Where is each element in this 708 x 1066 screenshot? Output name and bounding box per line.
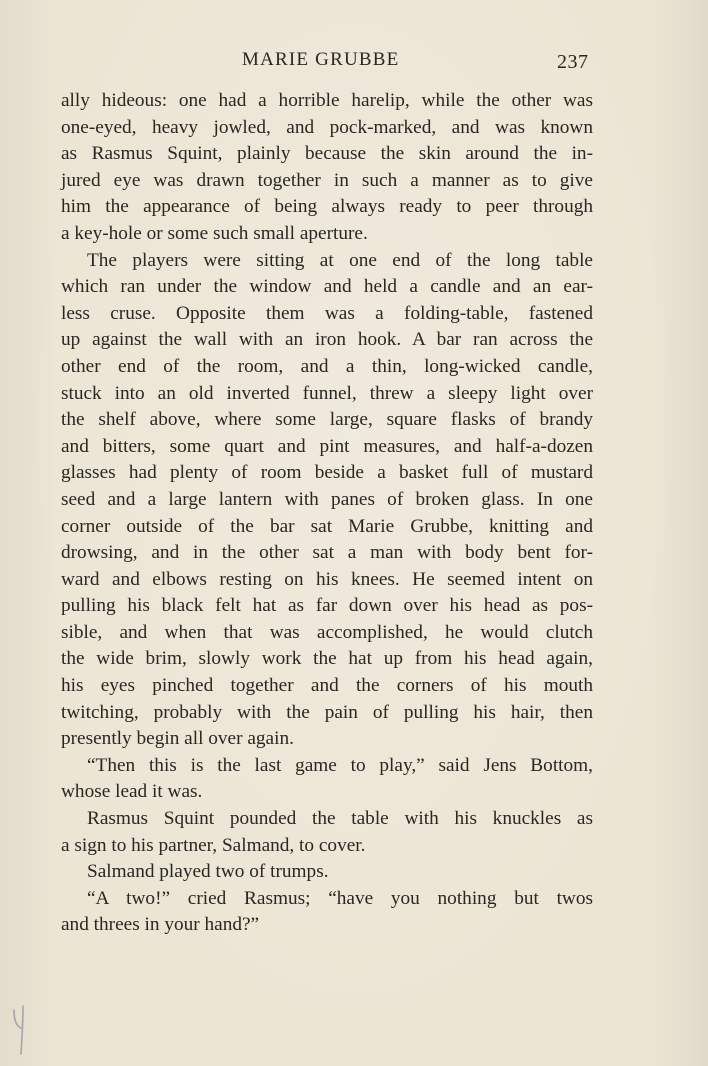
text-line: less cruse. Opposite them was a folding-table, fastened bbox=[61, 302, 593, 324]
text-line: him the appearance of being always ready to peer through bbox=[61, 196, 593, 218]
text-line: Salmand played two of trumps. bbox=[87, 861, 329, 883]
running-title: MARIE GRUBBE bbox=[242, 49, 400, 70]
text-line: corner outside of the bar sat Marie Grubbe, knitting and bbox=[61, 515, 593, 537]
page-number: 237 bbox=[557, 51, 589, 73]
text-line: as Rasmus Squint, plainly because the skin around the in- bbox=[61, 143, 593, 165]
text-line: The players were sitting at one end of the long table bbox=[87, 249, 593, 271]
text-line: the wide brim, slowly work the hat up from his head again, bbox=[61, 648, 593, 670]
text-line: “Then this is the last game to play,” said Jens Bottom, bbox=[87, 754, 593, 776]
text-line: his eyes pinched together and the corners of his mouth bbox=[61, 675, 593, 697]
text-line: sible, and when that was accomplished, he would clutch bbox=[61, 621, 593, 643]
text-line: “A two!” cried Rasmus; “have you nothing but twos bbox=[87, 887, 593, 909]
text-line: a sign to his partner, Salmand, to cover. bbox=[61, 834, 366, 856]
text-line: twitching, probably with the pain of pulling his hair, then bbox=[61, 701, 593, 723]
text-line: other end of the room, and a thin, long-wicked candle, bbox=[61, 355, 593, 377]
text-line: drowsing, and in the other sat a man with body bent for- bbox=[61, 542, 593, 564]
body-text bbox=[61, 88, 593, 939]
text-line: and bitters, some quart and pint measures, and half-a-dozen bbox=[61, 435, 593, 457]
text-line: glasses had plenty of room beside a basket full of mustard bbox=[61, 462, 593, 484]
pencil-margin-mark bbox=[12, 1004, 26, 1056]
running-head bbox=[0, 48, 708, 76]
text-line: stuck into an old inverted funnel, threw a sleepy light over bbox=[61, 382, 593, 404]
text-line: one-eyed, heavy jowled, and pock-marked, and was known bbox=[61, 116, 593, 138]
text-line: which ran under the window and held a candle and an ear- bbox=[61, 276, 593, 298]
text-line: ally hideous: one had a horrible harelip, while the other was bbox=[61, 90, 593, 111]
text-line: ward and elbows resting on his knees. He seemed intent on bbox=[61, 568, 593, 590]
text-line: seed and a large lantern with panes of broken glass. In one bbox=[61, 488, 593, 510]
text-line: up against the wall with an iron hook. A bar ran across the bbox=[61, 329, 593, 351]
text-line: jured eye was drawn together in such a manner as to give bbox=[61, 169, 593, 191]
text-line: a key-hole or some such small aperture. bbox=[61, 222, 368, 244]
text-line: pulling his black felt hat as far down over his head as pos- bbox=[61, 595, 593, 617]
text-line: Rasmus Squint pounded the table with his knuckles as bbox=[87, 808, 593, 830]
text-line: and threes in your hand?” bbox=[61, 914, 260, 936]
text-line: whose lead it was. bbox=[61, 781, 203, 803]
text-line: the shelf above, where some large, square flasks of brandy bbox=[61, 409, 593, 431]
text-line: presently begin all over again. bbox=[61, 728, 294, 750]
